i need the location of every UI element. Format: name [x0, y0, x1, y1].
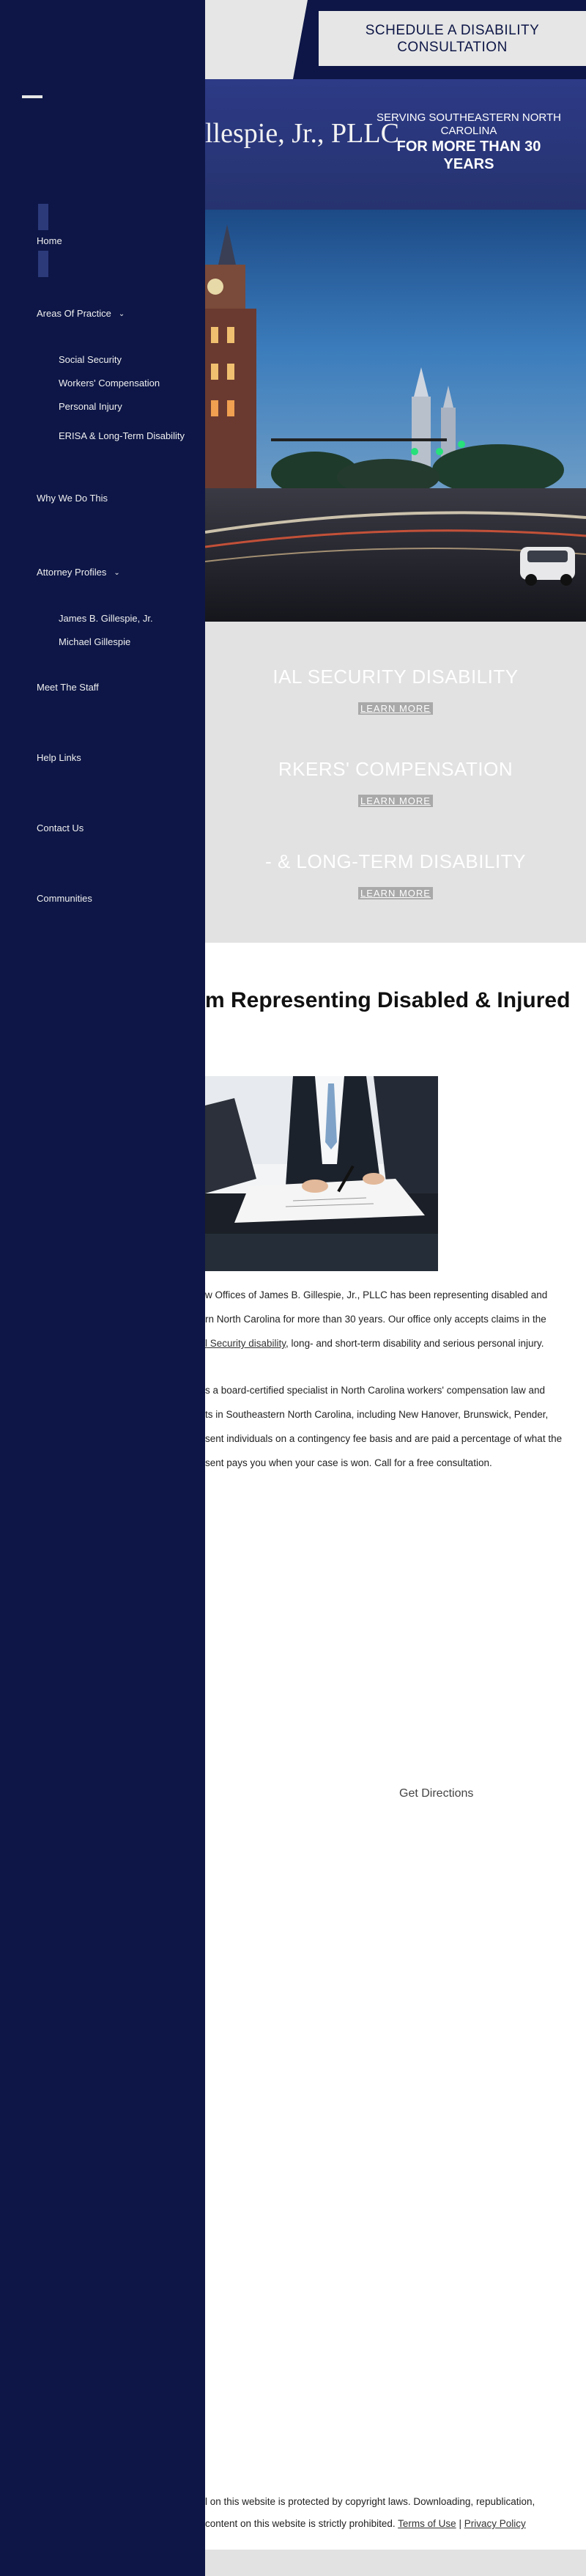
- intro-paragraph: [205, 1283, 577, 1355]
- footer-bar: [205, 2550, 586, 2576]
- sidebar-subitem-erisa-long-term[interactable]: [37, 424, 212, 448]
- learn-more-label: LEARN MORE: [358, 887, 433, 899]
- sidebar-item-meet-the-staff[interactable]: Meet The Staff: [37, 682, 99, 693]
- sidebar-item-attorney-profiles[interactable]: [37, 567, 120, 578]
- hero-city-photo: [205, 210, 586, 622]
- schedule-consultation-label: SCHEDULE A DISABILITY CONSULTATION: [365, 22, 540, 55]
- intro-line-3: [205, 1331, 577, 1355]
- copyright-notice: [205, 2491, 579, 2535]
- copyright-line-2: [205, 2513, 579, 2535]
- specialist-paragraph: [205, 1378, 577, 1475]
- specialist-line-1: s a board-certified specialist in North Carolina workers' compensation law and: [205, 1385, 546, 1396]
- home-indicator-top: [38, 204, 48, 230]
- copyright-line-2-text: content on this website is strictly prohibited.: [205, 2518, 396, 2529]
- sidebar-item-communities[interactable]: Communities: [37, 893, 92, 904]
- learn-more-label: LEARN MORE: [358, 702, 433, 715]
- sidebar-item-contact-us[interactable]: Contact Us: [37, 823, 84, 833]
- firm-name-logo[interactable]: llespie, Jr., PLLC: [205, 118, 399, 149]
- practice-area-title: - & LONG-TERM DISABILITY: [265, 850, 526, 872]
- intro-line-1: w Offices of James B. Gillespie, Jr., PLLC has been representing disabled and: [205, 1289, 548, 1300]
- learn-more-label: LEARN MORE: [358, 795, 433, 807]
- attorney-profiles-label: Attorney Profiles: [37, 567, 107, 578]
- sidebar-subitem-workers-compensation[interactable]: Workers' Compensation: [59, 378, 160, 389]
- sidebar-subitem-social-security[interactable]: Social Security: [59, 354, 122, 365]
- practice-area-title: RKERS' COMPENSATION: [278, 758, 513, 780]
- sidebar-item-why-we-do-this[interactable]: Why We Do This: [37, 493, 108, 504]
- sidebar-item-areas-of-practice[interactable]: [37, 308, 125, 319]
- learn-more-button-social-security[interactable]: [253, 702, 538, 715]
- page-heading: m Representing Disabled & Injured: [205, 988, 571, 1012]
- practice-area-title: IAL SECURITY DISABILITY: [272, 666, 519, 688]
- hero-city-illustration: [205, 210, 586, 622]
- sidebar-item-home[interactable]: Home: [37, 235, 62, 246]
- years-tagline: FOR MORE THAN 30 YEARS: [396, 139, 541, 172]
- areas-of-practice-label: Areas Of Practice: [37, 308, 111, 319]
- meeting-illustration: [205, 1076, 438, 1271]
- social-security-disability-link[interactable]: l Security disability: [205, 1338, 286, 1349]
- specialist-line-4: sent pays you when your case is won. Call for a free consultation.: [205, 1457, 492, 1468]
- intro-line-3-text: , long- and short-term disability and serious personal injury.: [286, 1338, 544, 1349]
- home-indicator-bottom: [38, 251, 48, 277]
- learn-more-button-long-term-disability[interactable]: [253, 887, 538, 900]
- schedule-consultation-button[interactable]: [319, 11, 586, 66]
- sidebar-item-help-links[interactable]: Help Links: [37, 752, 81, 763]
- sidebar-subitem-james-gillespie[interactable]: James B. Gillespie, Jr.: [59, 613, 153, 624]
- chevron-down-icon[interactable]: ⌄: [118, 310, 125, 319]
- sidebar-subitem-personal-injury[interactable]: Personal Injury: [59, 401, 122, 412]
- privacy-policy-link[interactable]: Privacy Policy: [464, 2518, 526, 2529]
- sidebar-subitem-michael-gillespie[interactable]: Michael Gillespie: [59, 636, 131, 647]
- copyright-line-1: l on this website is protected by copyright laws. Downloading, republication,: [205, 2496, 535, 2507]
- erisa-long-term-label: ERISA & Long-Term Disability: [59, 430, 185, 441]
- terms-of-use-link[interactable]: Terms of Use: [398, 2518, 456, 2529]
- footer-separator: |: [459, 2518, 461, 2529]
- practice-areas-section: [205, 622, 586, 943]
- get-directions-link[interactable]: Get Directions: [399, 1787, 474, 1800]
- menu-toggle-icon[interactable]: [22, 95, 42, 98]
- specialist-line-2: ts in Southeastern North Carolina, including New Hanover, Brunswick, Pender,: [205, 1409, 549, 1420]
- chevron-down-icon[interactable]: ⌄: [114, 569, 120, 578]
- serving-tagline: SERVING SOUTHEASTERN NORTH CAROLINA: [377, 111, 561, 137]
- specialist-line-3: sent individuals on a contingency fee basis and are paid a percentage of what the: [205, 1433, 563, 1444]
- intro-line-2: rn North Carolina for more than 30 years. Our office only accepts claims in the: [205, 1314, 546, 1325]
- business-meeting-photo: [205, 1076, 438, 1271]
- learn-more-button-workers-comp[interactable]: [253, 795, 538, 808]
